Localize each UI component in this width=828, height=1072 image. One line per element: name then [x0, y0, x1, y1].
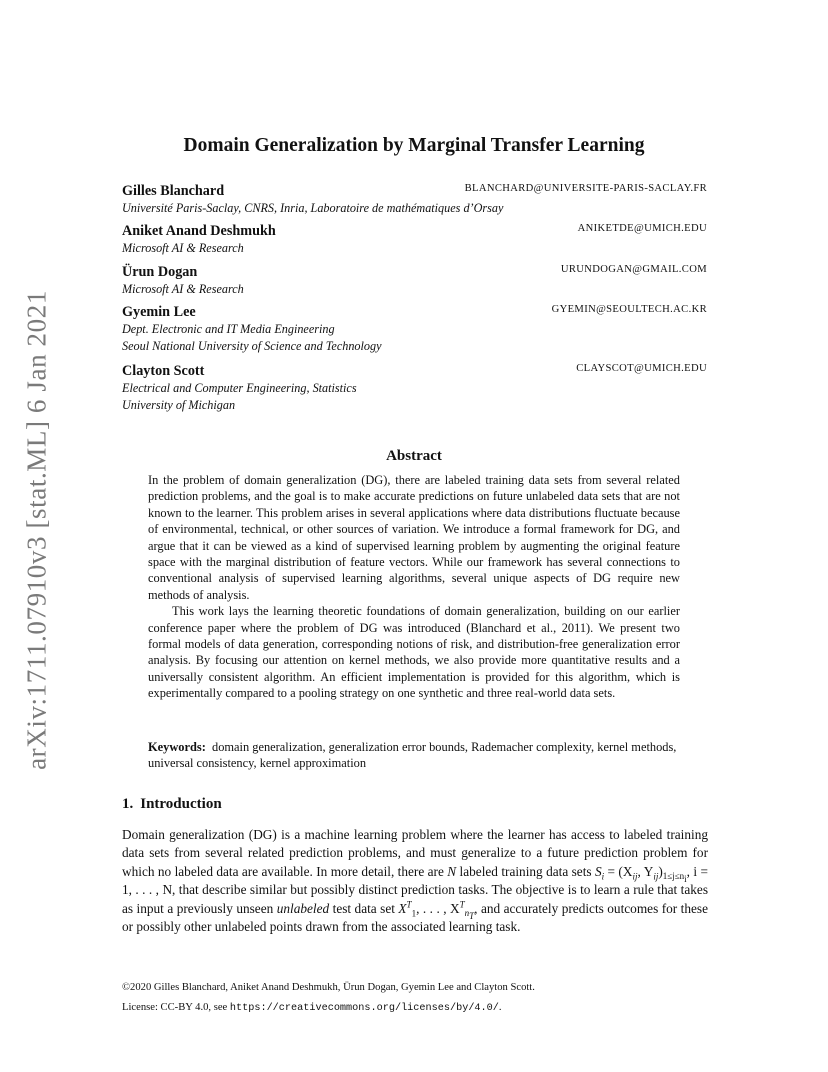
- author-block-scott: [122, 362, 707, 414]
- math-text: = (X: [604, 863, 633, 879]
- paper-title: Domain Generalization by Marginal Transfer Learning: [183, 135, 645, 156]
- license-link[interactable]: https://creativecommons.org/licenses/by/4.0/: [229, 1003, 499, 1014]
- author-affiliation: Electrical and Computer Engineering, Statistics: [122, 381, 357, 395]
- keywords: [148, 739, 680, 772]
- emphasis-text: unlabeled: [276, 900, 330, 916]
- abstract-body: [148, 472, 680, 702]
- author-affiliation: Université Paris-Saclay, CNRS, Inria, Laboratoire de mathématiques d’Orsay: [122, 201, 504, 215]
- math-symbol: S: [594, 863, 602, 879]
- author-email[interactable]: CLAYSCOT@UMICH.EDU: [576, 363, 707, 374]
- author-email[interactable]: ANIKETDE@UMICH.EDU: [577, 223, 707, 234]
- math-subscript: 1: [411, 908, 417, 919]
- section-heading-introduction: [122, 796, 222, 813]
- author-email[interactable]: BLANCHARD@UNIVERSITE-PARIS-SACLAY.FR: [464, 183, 707, 194]
- math-symbol: X: [398, 900, 407, 916]
- section-number: 1.: [122, 796, 134, 812]
- abstract-heading: Abstract: [386, 448, 442, 464]
- math-superscript: T: [459, 899, 465, 910]
- math-symbol: N: [447, 863, 457, 879]
- introduction-paragraph: [122, 826, 708, 936]
- author-block-lee: [122, 303, 707, 355]
- author-name: Aniket Anand Deshmukh: [122, 223, 276, 239]
- section-title: Introduction: [140, 796, 222, 812]
- author-name: Gilles Blanchard: [122, 183, 225, 199]
- license-suffix: .: [498, 1002, 502, 1013]
- abstract-paragraph: This work lays the learning theoretic foundations of domain generalization, building on our earlier conference paper where the problem of DG was introduced (Blanchard et al., 2011). We present two formal models of data generation, corresponding notions of risk, and distribution-free generalization error analysis. By focusing our attention on kernel methods, we also provide more quantitative results and a universally consistent algorithm. An efficient implementation is provided for this algorithm, which is experimentally compared to a pooling strategy on one synthetic and three real-world data sets.: [148, 604, 680, 701]
- math-text: ): [658, 863, 663, 879]
- author-email[interactable]: URUNDOGAN@GMAIL.COM: [560, 264, 707, 275]
- keywords-label: Keywords:: [148, 740, 206, 754]
- intro-text: labeled training data sets: [456, 863, 595, 879]
- copyright-notice: ©2020 Gilles Blanchard, Aniket Anand Deshmukh, Ürun Dogan, Gyemin Lee and Clayton Scott.: [122, 982, 535, 993]
- keywords-text: domain generalization, generalization error bounds, Rademacher complexity, kernel methods, universal consistency, kernel approximation: [148, 740, 677, 771]
- intro-text: Domain generalization (DG) is a machine learning problem where the learner has access to labeled training data sets from several related prediction problems, and must generalize to a future prediction problem for which no labeled data are available. In more detail, there are: [122, 827, 708, 879]
- math-text: , . . . , X: [416, 900, 460, 916]
- author-affiliation: University of Michigan: [122, 398, 236, 412]
- math-subscript: ij: [653, 871, 659, 882]
- math-subscript: i: [684, 874, 687, 885]
- arxiv-side-stamp: arXiv:1711.07910v3 [stat.ML] 6 Jan 2021: [21, 290, 52, 770]
- math-superscript: T: [406, 899, 412, 910]
- abstract-paragraph: In the problem of domain generalization (DG), there are labeled training data sets from several related prediction problems, and the goal is to make accurate predictions on future unlabeled data sets that are not known to the learner. This problem arises in several applications where data distributions fluctuate because of environmental, technical, or other sources of variation. We introduce a formal framework for DG, and argue that it can be viewed as a kind of supervised learning problem by augmenting the original feature space with the marginal distribution of feature vectors. While our framework has several connections to conventional analysis of supervised learning algorithms, several unique aspects of DG require new methods of analysis.: [148, 473, 680, 602]
- author-name: Gyemin Lee: [122, 304, 196, 320]
- author-block-dogan: [122, 263, 707, 298]
- intro-text: test data set: [329, 900, 399, 916]
- author-affiliation: Microsoft AI & Research: [122, 282, 244, 296]
- license-notice: [122, 1002, 502, 1014]
- author-name: Ürun Dogan: [122, 264, 198, 280]
- author-email[interactable]: GYEMIN@SEOULTECH.AC.KR: [551, 304, 707, 315]
- author-affiliation: Seoul National University of Science and Technology: [122, 339, 382, 353]
- math-subscript: n: [464, 908, 470, 919]
- author-name: Clayton Scott: [122, 363, 205, 379]
- math-subscript: i: [601, 871, 605, 882]
- author-block-deshmukh: [122, 222, 707, 257]
- math-subscript: 1≤j≤n: [662, 871, 685, 882]
- intro-text: , i = 1, . . . , N, that describe similar but possibly distinct prediction tasks. The objective is to learn a rule that takes as input a previously unseen: [122, 863, 708, 916]
- author-affiliation: Dept. Electronic and IT Media Engineering: [122, 322, 335, 336]
- math-subscript: ij: [632, 871, 638, 882]
- math-text: , Y: [637, 863, 654, 879]
- intro-text: , and accurately predicts outcomes for these or possibly other unlabeled points drawn from the associated learning task.: [122, 900, 709, 935]
- author-affiliation: Microsoft AI & Research: [122, 241, 244, 255]
- author-block-blanchard: [122, 182, 707, 217]
- math-subscript: T: [469, 911, 475, 922]
- license-prefix: License: CC-BY 4.0, see: [122, 1002, 230, 1013]
